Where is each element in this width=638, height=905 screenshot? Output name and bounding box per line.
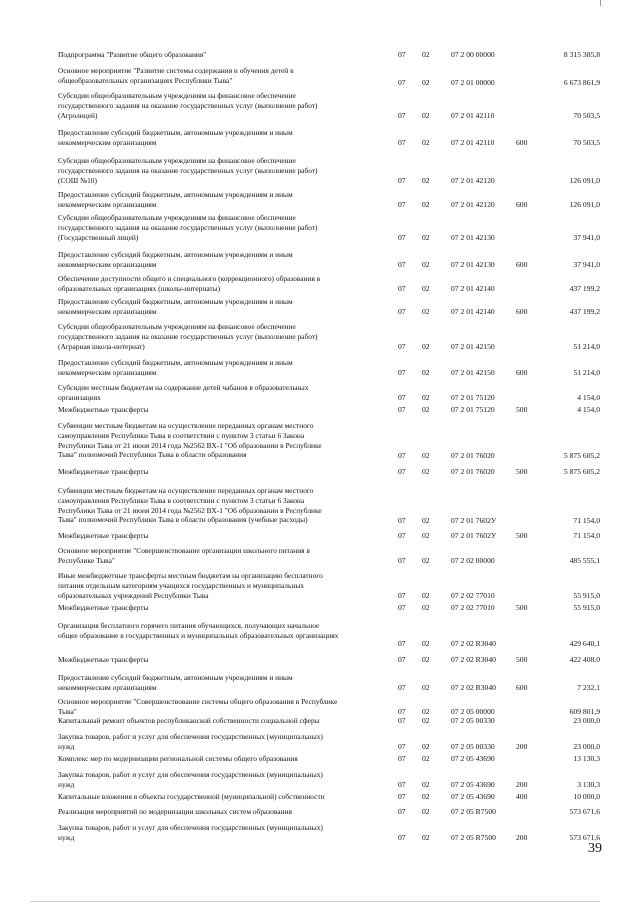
row-amount: 609 801,9 bbox=[569, 707, 600, 716]
page-number: 39 bbox=[588, 841, 602, 856]
row-description: Межбюджетные трансферты bbox=[58, 655, 149, 664]
row-amount: 422 408,0 bbox=[569, 655, 600, 664]
row-target-article-code: 07 2 01 42140 bbox=[451, 284, 495, 293]
row-expense-type-code: 200 bbox=[516, 742, 528, 751]
row-section-code: 07 bbox=[398, 716, 406, 725]
row-section-code: 07 bbox=[398, 780, 406, 789]
row-description: Основное мероприятие "Совершенствование системы общего образования в Республике Тыва" bbox=[58, 697, 338, 716]
row-subsection-code: 02 bbox=[422, 342, 430, 351]
row-section-code: 07 bbox=[398, 833, 406, 842]
row-description: Субсидии общеобразовательным учреждениям на финансовое обеспечение государственного задания на оказание государственных услуг (выполнение работ) (Аграрная школа-интернат) bbox=[58, 322, 318, 351]
row-description: Закупка товаров, работ и услуг для обеспечения государственных (муниципальных) нужд bbox=[58, 823, 323, 842]
row-target-article-code: 07 2 01 7602У bbox=[451, 516, 497, 525]
row-amount: 485 555,1 bbox=[569, 556, 600, 565]
row-description: Закупка товаров, работ и услуг для обеспечения государственных (муниципальных) нужд bbox=[58, 770, 323, 789]
row-description: Субсидии общеобразовательным учреждениям на финансовое обеспечение государственного задания на оказание государственных услуг (выполнение работ) (Агролицей) bbox=[58, 91, 318, 120]
row-subsection-code: 02 bbox=[422, 531, 430, 540]
row-subsection-code: 02 bbox=[422, 639, 430, 648]
row-description: Обеспечение доступности общего и специального (коррекционного) образования в образовательных организациях (школы-интернаты) bbox=[58, 274, 321, 293]
row-target-article-code: 07 2 02 77010 bbox=[451, 603, 495, 612]
row-description: Предоставление субсидий бюджетным, автономным учреждениям и иным некоммерческим организациям bbox=[58, 673, 293, 692]
row-section-code: 07 bbox=[398, 516, 406, 525]
row-section-code: 07 bbox=[398, 655, 406, 664]
row-section-code: 07 bbox=[398, 807, 406, 816]
row-expense-type-code: 600 bbox=[516, 200, 528, 209]
row-subsection-code: 02 bbox=[422, 833, 430, 842]
row-section-code: 07 bbox=[398, 639, 406, 648]
row-section-code: 07 bbox=[398, 78, 406, 87]
row-subsection-code: 02 bbox=[422, 742, 430, 751]
row-target-article-code: 07 2 01 42110 bbox=[451, 138, 495, 147]
row-description: Предоставление субсидий бюджетным, автономным учреждениям и иным некоммерческим организациям bbox=[58, 190, 293, 209]
row-subsection-code: 02 bbox=[422, 683, 430, 692]
row-amount: 13 130,3 bbox=[573, 754, 600, 763]
row-target-article-code: 07 2 01 42130 bbox=[451, 260, 495, 269]
row-target-article-code: 07 2 02 R3040 bbox=[451, 639, 496, 648]
row-section-code: 07 bbox=[398, 591, 406, 600]
row-amount: 10 000,0 bbox=[573, 792, 600, 801]
row-section-code: 07 bbox=[398, 50, 406, 59]
row-expense-type-code: 600 bbox=[516, 683, 528, 692]
row-description: Субсидии местным бюджетам на содержание детей чабанов в образовательных организациях bbox=[58, 383, 309, 402]
row-amount: 126 091,0 bbox=[569, 176, 600, 185]
row-description: Межбюджетные трансферты bbox=[58, 467, 149, 476]
row-amount: 437 199,2 bbox=[569, 307, 600, 316]
scan-artifact-bottom bbox=[30, 901, 600, 902]
row-description: Комплекс мер по модернизации региональной системы общего образования bbox=[58, 754, 298, 763]
row-subsection-code: 02 bbox=[422, 780, 430, 789]
row-subsection-code: 02 bbox=[422, 807, 430, 816]
row-amount: 429 640,1 bbox=[569, 639, 600, 648]
row-section-code: 07 bbox=[398, 742, 406, 751]
row-description: Организация бесплатного горячего питания обучающихся, получающих начальное общее образование в государственных и муниципальных образовательных организациях bbox=[58, 621, 339, 640]
row-target-article-code: 07 2 05 00330 bbox=[451, 742, 495, 751]
row-amount: 51 214,0 bbox=[573, 368, 600, 377]
row-section-code: 07 bbox=[398, 111, 406, 120]
row-subsection-code: 02 bbox=[422, 111, 430, 120]
row-amount: 437 199,2 bbox=[569, 284, 600, 293]
row-subsection-code: 02 bbox=[422, 754, 430, 763]
row-subsection-code: 02 bbox=[422, 556, 430, 565]
row-section-code: 07 bbox=[398, 467, 406, 476]
row-target-article-code: 07 2 01 42150 bbox=[451, 368, 495, 377]
row-expense-type-code: 500 bbox=[516, 405, 528, 414]
row-section-code: 07 bbox=[398, 405, 406, 414]
row-target-article-code: 07 2 01 42120 bbox=[451, 200, 495, 209]
row-target-article-code: 07 2 05 00000 bbox=[451, 707, 495, 716]
row-subsection-code: 02 bbox=[422, 78, 430, 87]
row-subsection-code: 02 bbox=[422, 716, 430, 725]
row-amount: 126 091,0 bbox=[569, 200, 600, 209]
row-amount: 71 154,0 bbox=[573, 531, 600, 540]
row-amount: 3 130,3 bbox=[577, 780, 600, 789]
row-amount: 573 671,6 bbox=[569, 833, 600, 842]
row-section-code: 07 bbox=[398, 138, 406, 147]
row-subsection-code: 02 bbox=[422, 707, 430, 716]
row-target-article-code: 07 2 01 42130 bbox=[451, 233, 495, 242]
row-subsection-code: 02 bbox=[422, 451, 430, 460]
row-subsection-code: 02 bbox=[422, 50, 430, 59]
row-target-article-code: 07 2 00 00000 bbox=[451, 50, 495, 59]
row-description: Предоставление субсидий бюджетным, автономным учреждениям и иным некоммерческим организациям bbox=[58, 297, 293, 316]
row-target-article-code: 07 2 01 75120 bbox=[451, 393, 495, 402]
row-subsection-code: 02 bbox=[422, 405, 430, 414]
row-section-code: 07 bbox=[398, 342, 406, 351]
row-target-article-code: 07 2 05 43690 bbox=[451, 754, 495, 763]
row-target-article-code: 07 2 05 43690 bbox=[451, 792, 495, 801]
row-amount: 4 154,0 bbox=[577, 405, 600, 414]
row-subsection-code: 02 bbox=[422, 591, 430, 600]
row-section-code: 07 bbox=[398, 531, 406, 540]
row-amount: 55 915,0 bbox=[573, 591, 600, 600]
row-target-article-code: 07 2 02 77010 bbox=[451, 591, 495, 600]
row-section-code: 07 bbox=[398, 451, 406, 460]
row-expense-type-code: 500 bbox=[516, 655, 528, 664]
row-description: Подпрограмма "Развитие общего образования" bbox=[58, 50, 207, 59]
row-subsection-code: 02 bbox=[422, 307, 430, 316]
row-section-code: 07 bbox=[398, 307, 406, 316]
row-section-code: 07 bbox=[398, 556, 406, 565]
row-target-article-code: 07 2 01 76020 bbox=[451, 467, 495, 476]
row-description: Предоставление субсидий бюджетным, автономным учреждениям и иным некоммерческим организациям bbox=[58, 250, 293, 269]
row-amount: 37 941,0 bbox=[573, 260, 600, 269]
row-amount: 71 154,0 bbox=[573, 516, 600, 525]
row-description: Субвенции местным бюджетам на осуществление переданных органам местного самоуправления Республики Тыва в соответствии с пунктом 3 статьи 6 Закона Республики Тыва от 21 июня 2014 года №2562 ВХ-1 "Об образовании в Республике Тыва" полномочий Республики Тыва в области образования (учебные расходы) bbox=[58, 486, 322, 525]
row-description: Основное мероприятие "Развитие системы содержания и обучения детей в общеобразовательных организациях Республики Тыва" bbox=[58, 66, 294, 85]
row-expense-type-code: 600 bbox=[516, 307, 528, 316]
row-subsection-code: 02 bbox=[422, 516, 430, 525]
row-description: Закупка товаров, работ и услуг для обеспечения государственных (муниципальных) нужд bbox=[58, 732, 323, 751]
row-section-code: 07 bbox=[398, 284, 406, 293]
row-amount: 6 673 861,9 bbox=[563, 78, 600, 87]
row-section-code: 07 bbox=[398, 683, 406, 692]
row-target-article-code: 07 2 02 00000 bbox=[451, 556, 495, 565]
row-amount: 4 154,0 bbox=[577, 393, 600, 402]
row-amount: 8 315 385,8 bbox=[563, 50, 600, 59]
row-description: Субсидии общеобразовательным учреждениям на финансовое обеспечение государственного задания на оказание государственных услуг (выполнение работ) (СОШ №10) bbox=[58, 156, 318, 185]
row-description: Межбюджетные трансферты bbox=[58, 405, 149, 414]
row-section-code: 07 bbox=[398, 707, 406, 716]
row-amount: 23 000,0 bbox=[573, 716, 600, 725]
row-expense-type-code: 400 bbox=[516, 792, 528, 801]
row-target-article-code: 07 2 01 42120 bbox=[451, 176, 495, 185]
row-subsection-code: 02 bbox=[422, 603, 430, 612]
row-target-article-code: 07 2 01 75120 bbox=[451, 405, 495, 414]
row-subsection-code: 02 bbox=[422, 176, 430, 185]
row-description: Предоставление субсидий бюджетным, автономным учреждениям и иным некоммерческим организациям bbox=[58, 128, 293, 147]
row-target-article-code: 07 2 02 R3040 bbox=[451, 655, 496, 664]
row-subsection-code: 02 bbox=[422, 368, 430, 377]
row-section-code: 07 bbox=[398, 368, 406, 377]
row-subsection-code: 02 bbox=[422, 200, 430, 209]
row-target-article-code: 07 2 05 43690 bbox=[451, 780, 495, 789]
row-amount: 55 915,0 bbox=[573, 603, 600, 612]
row-section-code: 07 bbox=[398, 754, 406, 763]
row-target-article-code: 07 2 05 00330 bbox=[451, 716, 495, 725]
row-expense-type-code: 500 bbox=[516, 467, 528, 476]
row-description: Реализация мероприятий по модернизации школьных систем образования bbox=[58, 807, 292, 816]
row-section-code: 07 bbox=[398, 200, 406, 209]
row-subsection-code: 02 bbox=[422, 655, 430, 664]
row-target-article-code: 07 2 02 R3040 bbox=[451, 683, 496, 692]
row-subsection-code: 02 bbox=[422, 260, 430, 269]
row-description: Межбюджетные трансферты bbox=[58, 603, 149, 612]
row-description: Иные межбюджетные трансферты местным бюджетам на организацию бесплатного питания отдельным категориям учащихся государственных и муниципальных образовательных учреждений Республики Тыва bbox=[58, 571, 323, 600]
row-expense-type-code: 500 bbox=[516, 603, 528, 612]
row-description: Основное мероприятие "Совершенствование организации школьного питания в Республике Тыва" bbox=[58, 546, 310, 565]
row-description: Капитальные вложения в объекты государственной (муниципальной) собственности bbox=[58, 792, 325, 801]
row-description: Субвенции местным бюджетам на осуществление переданных органам местного самоуправления Республики Тыва в соответствии с пунктом 3 статьи 6 Закона Республики Тыва от 21 июня 2014 года №2562 ВХ-1 "Об образовании в Республике Тыва" полномочий Республики Тыва в области образования bbox=[58, 421, 322, 460]
row-amount: 70 503,5 bbox=[573, 138, 600, 147]
row-amount: 573 671,6 bbox=[569, 807, 600, 816]
row-subsection-code: 02 bbox=[422, 792, 430, 801]
row-section-code: 07 bbox=[398, 792, 406, 801]
row-target-article-code: 07 2 05 R7500 bbox=[451, 833, 496, 842]
row-section-code: 07 bbox=[398, 176, 406, 185]
row-expense-type-code: 200 bbox=[516, 780, 528, 789]
row-target-article-code: 07 2 01 42150 bbox=[451, 342, 495, 351]
row-subsection-code: 02 bbox=[422, 467, 430, 476]
row-section-code: 07 bbox=[398, 603, 406, 612]
row-subsection-code: 02 bbox=[422, 284, 430, 293]
row-expense-type-code: 600 bbox=[516, 260, 528, 269]
row-amount: 37 941,0 bbox=[573, 233, 600, 242]
row-expense-type-code: 200 bbox=[516, 833, 528, 842]
row-description: Капитальный ремонт объектов республиканской собственности социальной сферы bbox=[58, 716, 320, 725]
row-description: Межбюджетные трансферты bbox=[58, 531, 149, 540]
row-amount: 23 000,0 bbox=[573, 742, 600, 751]
row-section-code: 07 bbox=[398, 233, 406, 242]
row-expense-type-code: 600 bbox=[516, 368, 528, 377]
row-amount: 5 875 605,2 bbox=[563, 451, 600, 460]
row-amount: 70 503,5 bbox=[573, 111, 600, 120]
row-amount: 51 214,0 bbox=[573, 342, 600, 351]
row-target-article-code: 07 2 01 76020 bbox=[451, 451, 495, 460]
row-amount: 7 232,1 bbox=[577, 683, 600, 692]
row-expense-type-code: 600 bbox=[516, 138, 528, 147]
row-description: Предоставление субсидий бюджетным, автономным учреждениям и иным некоммерческим организациям bbox=[58, 358, 293, 377]
row-subsection-code: 02 bbox=[422, 393, 430, 402]
row-amount: 5 875 605,2 bbox=[563, 467, 600, 476]
scan-artifact-top bbox=[600, 0, 601, 6]
row-subsection-code: 02 bbox=[422, 233, 430, 242]
row-target-article-code: 07 2 05 R7500 bbox=[451, 807, 496, 816]
row-subsection-code: 02 bbox=[422, 138, 430, 147]
row-description: Субсидии общеобразовательным учреждениям на финансовое обеспечение государственного задания на оказание государственных услуг (выполнение работ) (Государственный лицей) bbox=[58, 213, 318, 242]
row-target-article-code: 07 2 01 7602У bbox=[451, 531, 497, 540]
row-target-article-code: 07 2 01 00000 bbox=[451, 78, 495, 87]
row-target-article-code: 07 2 01 42140 bbox=[451, 307, 495, 316]
row-section-code: 07 bbox=[398, 393, 406, 402]
row-section-code: 07 bbox=[398, 260, 406, 269]
row-expense-type-code: 500 bbox=[516, 531, 528, 540]
row-target-article-code: 07 2 01 42110 bbox=[451, 111, 495, 120]
